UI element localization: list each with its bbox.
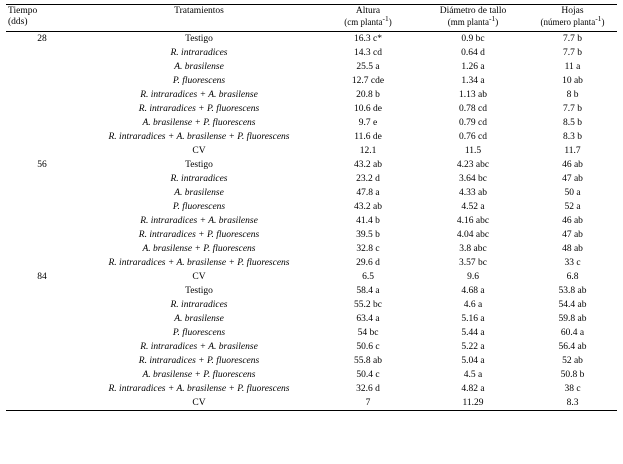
cell-tratamiento: R. intraradices + P. fluorescens [138, 103, 260, 114]
cell-hojas: 8.3 b [563, 131, 582, 142]
cell-tiempo [6, 228, 80, 242]
cell-hojas: 59.8 ab [558, 313, 587, 324]
cell-hojas: 46 ab [562, 159, 583, 170]
cell-hojas: 11 a [564, 61, 581, 72]
cell-tratamiento: A. brasilense [174, 61, 224, 72]
cell-tiempo [6, 172, 80, 186]
cell-tratamiento: R. intraradices + A. brasilense + P. fluorescens [108, 257, 290, 268]
cell-diametro: 5.16 a [461, 313, 485, 324]
cell-tiempo: 28 [37, 33, 47, 44]
cell-tiempo [6, 354, 80, 368]
cell-diametro: 4.16 abc [456, 215, 490, 226]
cell-tiempo [6, 130, 80, 144]
cell-hojas: 8.3 [528, 396, 617, 411]
cell-diametro: 4.04 abc [456, 229, 490, 240]
table-row [6, 242, 617, 256]
cell-tiempo: 84 [37, 271, 47, 282]
cell-hojas: 38 c [564, 383, 581, 394]
cell-diametro: 4.33 ab [459, 187, 487, 198]
cell-diametro: 3.64 bc [459, 173, 487, 184]
cell-altura: 20.8 b [356, 89, 380, 100]
cell-tiempo: 56 [37, 159, 47, 170]
cell-tiempo [6, 214, 80, 228]
cell-tiempo [6, 242, 80, 256]
table-row [6, 368, 617, 382]
cell-tiempo [6, 46, 80, 60]
header-tiempo-line2: (dds) [8, 17, 28, 28]
cell-altura: 55.8 ab [354, 355, 382, 366]
cell-tratamiento: R. intraradices + A. brasilense [140, 215, 258, 226]
cell-tratamiento: A. brasilense [174, 313, 224, 324]
table-body [6, 32, 617, 411]
cell-tiempo [6, 88, 80, 102]
cell-tratamiento: A. brasilense + P. fluorescens [142, 117, 256, 128]
cell-tiempo [6, 396, 80, 411]
cell-diametro: 5.22 a [461, 341, 485, 352]
table-row [6, 396, 617, 411]
header-altura-unit: (cm planta$^{-1}$) [344, 14, 392, 28]
cell-altura: 63.4 a [356, 313, 380, 324]
cell-hojas: 33 c [564, 257, 581, 268]
cell-hojas: 6.8 [566, 271, 579, 282]
table-row [6, 326, 617, 340]
cell-tiempo [6, 200, 80, 214]
table-row [6, 186, 617, 200]
cell-hojas: 7.7 b [563, 47, 582, 58]
cell-tratamiento: Testigo [185, 159, 213, 170]
cell-tiempo [6, 312, 80, 326]
cell-tratamiento: R. intraradices + A. brasilense + P. fluorescens [108, 131, 290, 142]
table-row [6, 284, 617, 298]
cell-altura: 11.6 de [354, 131, 382, 142]
cell-altura: 43.2 ab [354, 159, 382, 170]
table-row [6, 46, 617, 60]
table-row [6, 116, 617, 130]
table-row [6, 74, 617, 88]
table-row [6, 144, 617, 158]
header-diametro-line1: Diámetro de tallo [439, 6, 507, 16]
cell-tiempo [6, 144, 80, 158]
header-diametro [418, 5, 528, 32]
cell-altura: 16.3 c* [354, 33, 382, 44]
table-row [6, 200, 617, 214]
cell-tratamiento: P. fluorescens [172, 75, 226, 86]
cell-diametro: 5.44 a [461, 327, 485, 338]
cell-hojas: 8.5 b [563, 117, 582, 128]
cell-hojas: 60.4 a [560, 327, 585, 338]
header-diametro-unit: (mm planta$^{-1}$) [447, 14, 499, 28]
cell-diametro: 11.5 [464, 145, 482, 156]
cell-diametro: 11.29 [418, 396, 528, 411]
table-row [6, 354, 617, 368]
table-row [6, 312, 617, 326]
header-hojas [528, 5, 617, 32]
cell-diametro: 1.34 a [461, 75, 485, 86]
cell-tratamiento: R. intraradices + P. fluorescens [138, 355, 260, 366]
cell-altura: 54 bc [357, 327, 379, 338]
cell-altura: 10.6 de [354, 103, 382, 114]
table-row [6, 102, 617, 116]
cell-tiempo [6, 284, 80, 298]
cell-altura: 6.5 [362, 271, 374, 282]
cell-hojas: 48 ab [562, 243, 583, 254]
table-row [6, 60, 617, 74]
header-altura-line1: Altura [355, 6, 381, 16]
header-tratamientos [80, 5, 318, 32]
cell-hojas: 56.4 ab [558, 341, 587, 352]
cell-tratamiento: CV [80, 396, 318, 411]
cell-hojas: 50 a [564, 187, 581, 198]
cell-diametro: 9.6 [467, 271, 479, 282]
cell-diametro: 0.78 cd [459, 103, 487, 114]
header-tratamientos-line1: Tratamientos [174, 6, 224, 16]
table-row [6, 340, 617, 354]
cell-tratamiento: R. intraradices + P. fluorescens [138, 229, 260, 240]
cell-hojas: 53.8 ab [558, 285, 587, 296]
cell-tratamiento: A. brasilense [174, 187, 224, 198]
header-hojas-unit: (número planta$^{-1}$) [540, 14, 605, 28]
header-tiempo [6, 5, 80, 32]
cell-tiempo [6, 186, 80, 200]
cell-tiempo [6, 298, 80, 312]
cell-diametro: 1.26 a [461, 61, 485, 72]
results-table [6, 4, 617, 411]
cell-tratamiento: R. intraradices + A. brasilense [140, 89, 258, 100]
cell-altura: 9.7 e [358, 117, 378, 128]
cell-hojas: 52 a [564, 201, 581, 212]
cell-altura: 32.6 d [356, 383, 380, 394]
cell-diametro: 4.82 a [461, 383, 485, 394]
cell-altura: 29.6 d [356, 257, 380, 268]
cell-tiempo [6, 340, 80, 354]
cell-hojas: 8 b [566, 89, 579, 100]
cell-tiempo [6, 116, 80, 130]
cell-altura: 7 [318, 396, 418, 411]
cell-hojas: 47 ab [562, 229, 583, 240]
header-altura [318, 5, 418, 32]
table-header [6, 5, 617, 32]
cell-diametro: 0.9 bc [461, 33, 485, 44]
cell-tratamiento: R. intraradices + A. brasilense + P. fluorescens [108, 383, 290, 394]
cell-tratamiento: R. intraradices [170, 47, 228, 58]
cell-tiempo [6, 74, 80, 88]
cell-altura: 25.5 a [356, 61, 380, 72]
cell-diametro: 5.04 a [461, 355, 485, 366]
cell-tiempo [6, 326, 80, 340]
cell-altura: 32.8 c [356, 243, 380, 254]
cell-diametro: 0.79 cd [459, 117, 487, 128]
cell-altura: 12.1 [359, 145, 377, 156]
table-row [6, 158, 617, 172]
cell-diametro: 0.64 d [461, 47, 485, 58]
cell-diametro: 3.57 bc [459, 257, 487, 268]
cell-diametro: 4.68 a [461, 285, 485, 296]
table-row [6, 214, 617, 228]
cell-tratamiento: R. intraradices [170, 173, 228, 184]
header-tiempo-line1: Tiempo [8, 6, 38, 16]
table-row [6, 228, 617, 242]
cell-hojas: 10 ab [562, 75, 583, 86]
cell-altura: 23.2 d [356, 173, 380, 184]
table-row [6, 172, 617, 186]
cell-diametro: 4.52 a [461, 201, 485, 212]
cell-tratamiento: A. brasilense + P. fluorescens [142, 369, 256, 380]
cell-diametro: 1.13 ab [459, 89, 487, 100]
cell-diametro: 4.5 a [463, 369, 483, 380]
header-hojas-line1: Hojas [561, 6, 584, 16]
cell-hojas: 46 ab [562, 215, 583, 226]
cell-altura: 41.4 b [356, 215, 380, 226]
table-row [6, 256, 617, 270]
cell-hojas: 52 ab [562, 355, 583, 366]
cell-hojas: 54.4 ab [558, 299, 587, 310]
cell-tratamiento: Testigo [185, 33, 213, 44]
cell-tiempo [6, 102, 80, 116]
table-row [6, 298, 617, 312]
cell-hojas: 50.8 b [560, 369, 585, 380]
cell-altura: 43.2 ab [354, 201, 382, 212]
cell-altura: 50.4 c [356, 369, 380, 380]
table-row [6, 270, 617, 284]
cell-tratamiento: P. fluorescens [172, 327, 226, 338]
table-row [6, 130, 617, 144]
table-row [6, 88, 617, 102]
cell-diametro: 0.76 cd [459, 131, 487, 142]
cell-diametro: 3.8 abc [459, 243, 487, 254]
cell-tratamiento: R. intraradices [170, 299, 228, 310]
cell-hojas: 47 ab [562, 173, 583, 184]
cell-tiempo [6, 368, 80, 382]
cell-altura: 12.7 cde [351, 75, 385, 86]
cell-altura: 39.5 b [356, 229, 380, 240]
cell-tratamiento: R. intraradices + A. brasilense [140, 341, 258, 352]
cell-altura: 55.2 bc [354, 299, 382, 310]
cell-tratamiento: P. fluorescens [172, 201, 226, 212]
table-row [6, 32, 617, 47]
cell-altura: 14.3 cd [354, 47, 382, 58]
cell-altura: 47.8 a [356, 187, 380, 198]
cell-tratamiento: CV [192, 145, 206, 156]
table-row [6, 382, 617, 396]
cell-tratamiento: Testigo [185, 285, 213, 296]
cell-hojas: 11.7 [564, 145, 581, 156]
cell-hojas: 7.7 b [563, 103, 582, 114]
cell-tiempo [6, 382, 80, 396]
cell-tratamiento: A. brasilense + P. fluorescens [142, 243, 256, 254]
cell-tiempo [6, 256, 80, 270]
cell-altura: 58.4 a [356, 285, 380, 296]
cell-tiempo [6, 60, 80, 74]
cell-diametro: 4.6 a [463, 299, 483, 310]
cell-tratamiento: CV [192, 271, 206, 282]
cell-hojas: 7.7 b [563, 33, 582, 44]
cell-altura: 50.6 c [356, 341, 380, 352]
cell-diametro: 4.23 abc [456, 159, 490, 170]
